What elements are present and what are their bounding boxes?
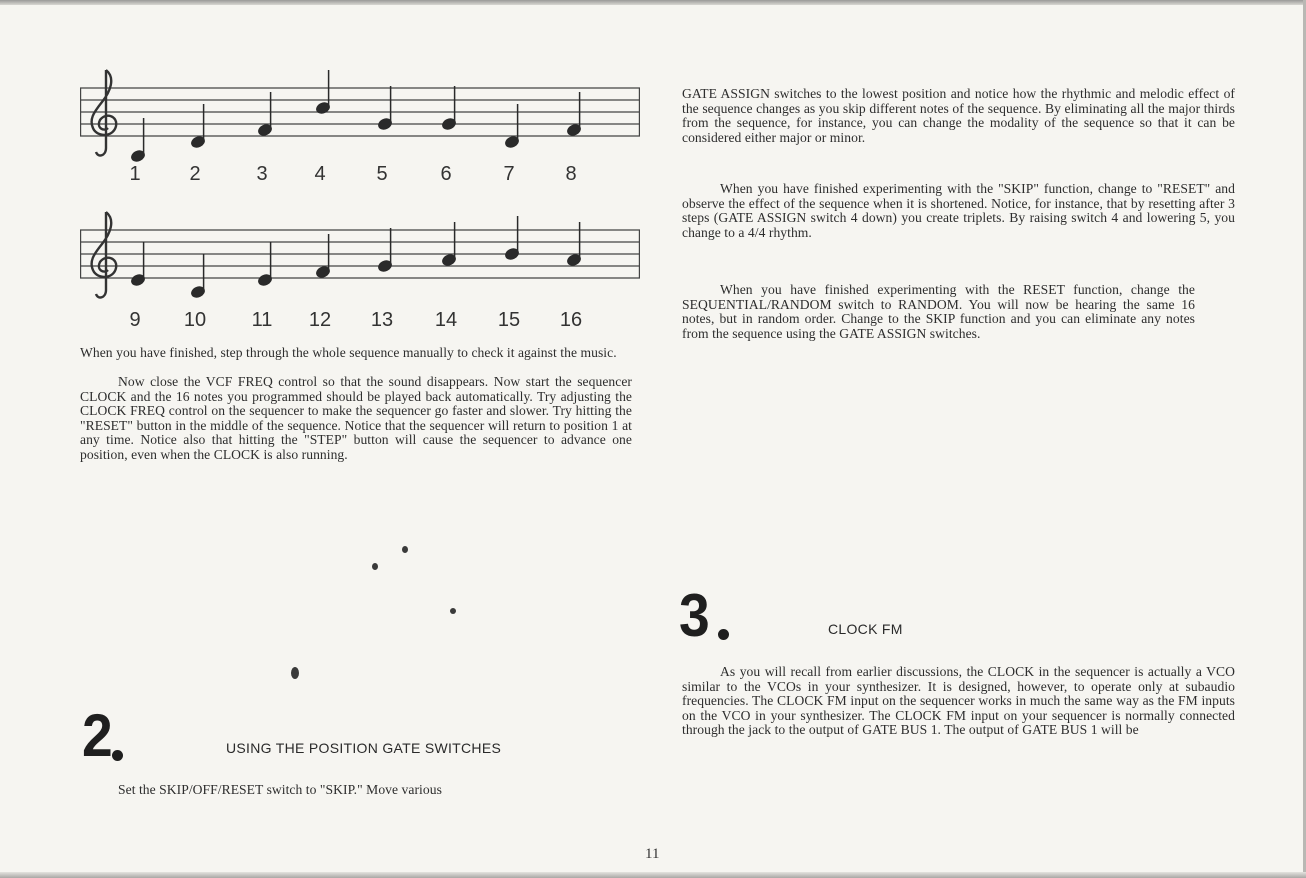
section-3-heading: CLOCK FM (828, 621, 903, 637)
left-paragraph-2: Now close the VCF FREQ control so that the sound disappears. Now start the sequencer CLOCK and the 16 notes you programmed should be played back automatically. Try adjusting the CLOCK FREQ control on the sequencer to make the sequencer go faster and slower. Try hitting the "RESET" button in the middle of the sequence. Notice that the sequencer will return to position 1 at any time. Notice also that hitting the "STEP" button will cause the sequencer to advance one position, even when the CLOCK is also running. (80, 374, 632, 462)
note-number-label: 3 (256, 163, 268, 185)
note-number-label: 14 (434, 309, 458, 331)
scan-speck (450, 608, 456, 614)
section-2-text: Set the SKIP/OFF/RESET switch to "SKIP." Move various (118, 782, 442, 797)
notes-1 (130, 70, 581, 163)
treble-clef-icon (92, 212, 117, 297)
section-2-heading: USING THE POSITION GATE SWITCHES (226, 740, 502, 756)
note-labels-2 (129, 309, 582, 331)
section-3-dot (718, 629, 729, 640)
left-paragraph-1: When you have finished, step through the whole sequence manually to check it against the music. (80, 345, 617, 360)
section-2-number: 2 (82, 702, 111, 769)
note-number-label: 1 (129, 163, 141, 185)
note-number-label: 10 (183, 309, 207, 331)
notes-2 (130, 216, 581, 299)
page-bottom-edge (0, 872, 1306, 878)
page-top-edge (0, 0, 1306, 5)
note-number-label: 11 (251, 309, 273, 331)
right-paragraph-2: When you have finished experimenting with the "SKIP" function, change to "RESET" and observe the effect of the sequence when it is shortened. Notice, for instance, that by resetting after 3 steps (GATE ASSIGN switch 4 down) you create triplets. By raising switch 4 and lowering 5, you change to a 4/4 rhythm. (682, 181, 1235, 240)
scan-speck (291, 667, 299, 679)
music-staff-1 (80, 68, 645, 188)
note-number-label: 16 (559, 309, 583, 331)
treble-clef-icon (92, 70, 117, 155)
scan-speck (372, 563, 378, 570)
scan-speck (402, 546, 408, 553)
staff-lines (80, 230, 640, 278)
note-number-label: 13 (370, 309, 394, 331)
note-number-label: 9 (129, 309, 141, 331)
section-2-dot (112, 750, 123, 761)
note-labels-1 (129, 163, 576, 185)
section-3-number: 3 (679, 582, 708, 649)
note-number-label: 15 (497, 309, 521, 331)
note-number-label: 12 (308, 309, 332, 331)
note-number-label: 7 (503, 163, 515, 185)
note-number-label: 2 (189, 163, 201, 185)
music-staff-2 (80, 210, 645, 335)
note-number-label: 6 (440, 163, 452, 185)
right-paragraph-3: When you have finished experimenting with the RESET function, change the SEQUENTIAL/RANDOM switch to RANDOM. You will now be hearing the same 16 notes, but in random order. Change to the SKIP function and you can eliminate any notes from the sequence using the GATE ASSIGN switches. (682, 282, 1195, 341)
note-number-label: 4 (314, 163, 326, 185)
right-paragraph-1: GATE ASSIGN switches to the lowest position and notice how the rhythmic and melodic effect of the sequence changes as you skip different notes of the sequence. By eliminating all the major thirds from the sequence, for instance, you can change the modality of the sequence so that it can be considered either major or minor. (682, 86, 1235, 145)
section-3-text: As you will recall from earlier discussions, the CLOCK in the sequencer is actually a VCO similar to the VCOs in your synthesizer. It is designed, however, to operate only at subaudio frequencies. The CLOCK FM input on the sequencer works in much the same way as the FM inputs on the VCO in your synthesizer. The CLOCK FM input on your sequencer is normally connected through the jack to the output of GATE BUS 1. The output of GATE BUS 1 will be (682, 664, 1235, 738)
page-number: 11 (645, 846, 660, 862)
staff-lines (80, 88, 640, 136)
note-number-label: 5 (376, 163, 388, 185)
note-number-label: 8 (565, 163, 577, 185)
